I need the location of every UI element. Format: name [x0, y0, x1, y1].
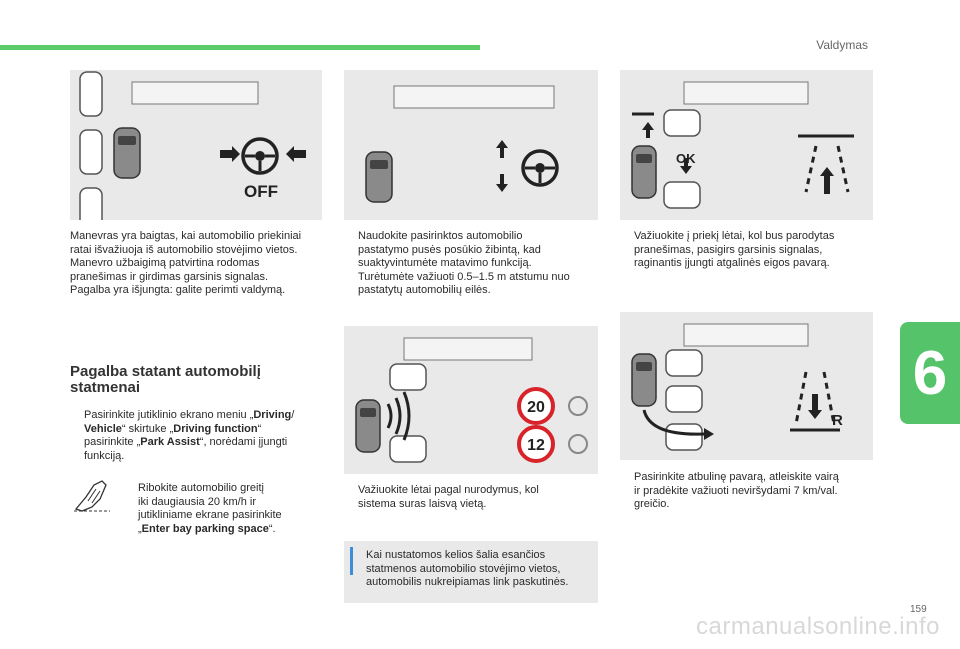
ego-car-icon — [632, 354, 656, 406]
step-drive-forward: Važiuokite į priekį lėtai, kol bus parodytas pranešimas, pasigirs garsinis signalas, raginantis įjungti atgalinės eigos pavarą. — [620, 230, 873, 271]
bullet-icon — [70, 409, 84, 463]
svg-text:20: 20 — [527, 399, 545, 416]
section-title: Valdymas — [816, 38, 868, 52]
step-limit-speed: Ribokite automobilio greitį iki daugiausia 20 km/h ir jutikliniame ekrane pasirinkite „Enter bay parking space“. — [124, 482, 322, 536]
bullet-icon — [344, 484, 358, 511]
ok-label: OK — [676, 151, 696, 166]
paragraph-maneuver-complete: Manevras yra baigtas, kai automobilio priekiniai ratai išvažiuoja iš automobilio stovėjimo vietos. Manevro užbaigimą patvirtina rodomas pranešimas ir girdimas garsinis signalas. Pagalba yra išjungta: galite perimti valdymą. — [70, 230, 302, 296]
illustration-stop-ok — [620, 70, 873, 220]
car-icon — [80, 72, 102, 220]
info-note: Kai nustatomos kelios šalia esančios statmenos automobilio stovėjimo vietos, automobilis nukreipiamas link paskutinės. — [344, 541, 598, 603]
speed-sign-20 — [519, 389, 553, 423]
reverse-label: R — [832, 412, 843, 429]
watermark: carmanualsonline.info — [696, 613, 940, 640]
touchscreen-hand-icon — [72, 477, 112, 517]
bullet-icon — [124, 482, 138, 536]
step-select-menu: Pasirinkite jutiklinio ekrano meniu „Driving/ Vehicle“ skirtuke „Driving function“ pasirinkite „Park Assist“, norėdami įjungti funkciją. — [70, 409, 322, 463]
svg-text:12: 12 — [527, 437, 545, 454]
bullet-icon — [620, 471, 634, 512]
turn-signal-arrows-icon — [496, 140, 508, 192]
illustration-exit-off — [70, 70, 322, 220]
steering-wheel-icon — [569, 397, 587, 453]
header-accent-bar — [0, 45, 480, 50]
steering-wheel-icon — [243, 139, 277, 173]
page-number: 159 — [910, 604, 927, 615]
speed-sign-12 — [519, 427, 553, 461]
arrow-down-icon — [808, 394, 822, 419]
ego-car-icon — [366, 152, 392, 202]
step-turn-signal: Naudokite pasirinktos automobilio pastatymo pusės posūkio žibintą, kad suaktyvintumėte matavimo funkciją. Turėtumėte važiuoti 0.5–1.5 m atstumu nuo pastatytų automobilių eilės. — [344, 230, 598, 298]
illustration-speed-limits — [344, 326, 598, 474]
sensor-waves-icon — [388, 392, 409, 440]
chapter-tab: 6 — [900, 322, 960, 424]
info-icon — [350, 547, 353, 575]
step-drive-slowly: Važiuokite lėtai pagal nurodymus, kol sistema suras laisvą vietą. — [344, 484, 598, 511]
bullet-icon — [620, 230, 634, 271]
steering-wheel-icon — [523, 151, 557, 185]
off-label: OFF — [244, 182, 278, 201]
ego-car-icon — [632, 146, 656, 198]
section-heading: Pagalba statant automobilį statmenai — [70, 363, 261, 396]
ego-car-icon — [114, 128, 140, 178]
arrow-up-icon — [820, 167, 834, 194]
ego-car-icon — [356, 400, 380, 452]
illustration-turn-signal — [344, 70, 598, 220]
step-select-reverse: Pasirinkite atbulinę pavarą, atleiskite vairą ir pradėkite važiuoti neviršydami 7 km/val. greičio. — [620, 471, 873, 512]
illustration-reverse — [620, 312, 873, 460]
bullet-icon — [344, 230, 358, 298]
